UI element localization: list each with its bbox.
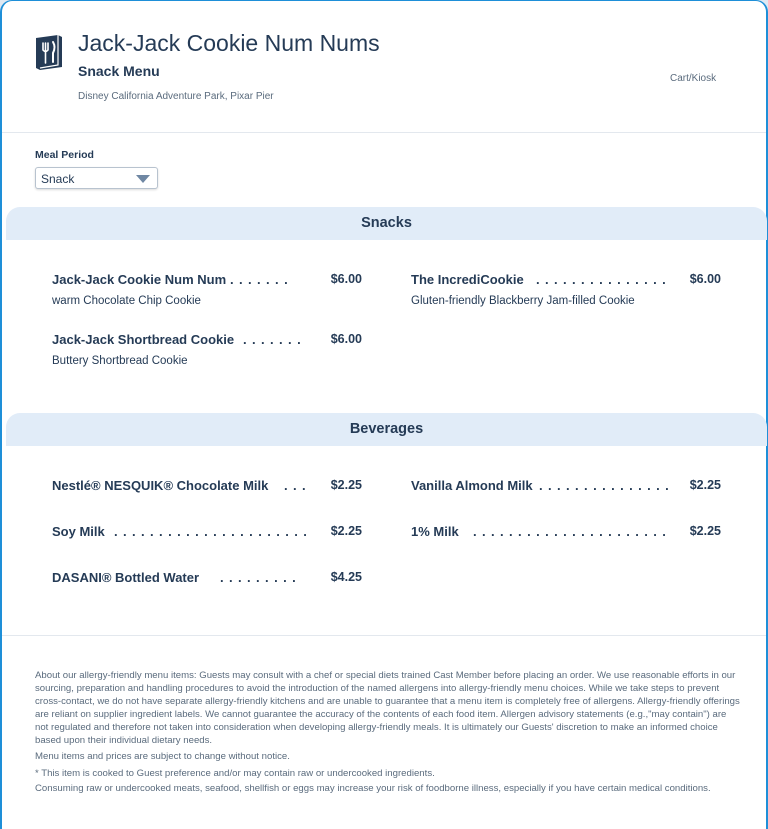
item-description: Buttery Shortbread Cookie — [52, 355, 188, 367]
item-leader-dots: ....... — [243, 332, 307, 347]
item-leader-dots: ... — [284, 478, 312, 493]
item-description: warm Chocolate Chip Cookie — [52, 295, 201, 307]
allergy-notice: About our allergy-friendly menu items: Guests may consult with a chef or special diets trained Cast Member before placing an order. We use reasonable efforts in our sourcing, preparation and handling procedures to avoid the introduction of the named allergens into allergy-friendly menu choices. While we take steps to prevent cross-contact, we do not have separate allergy-friendly kitchens and are unable to guarantee that a menu item is completely free of allergens. Allergy-friendly offerings are reliant on supplier ingredient labels. We cannot guarantee the accuracy of the contents of each food item. Allergen advisory statements (e.g.,"may contain") are not regulated and therefore not taken into consideration when developing allergy-friendly meals. It is ultimately our Guests' discretion to make an informed choice based upon their individual dietary needs. — [35, 670, 740, 746]
meal-period-select[interactable] — [35, 167, 158, 189]
item-name: The IncrediCookie — [411, 272, 524, 287]
item-leader-dots: ............... — [539, 478, 675, 493]
section-header-snacks: Snacks — [6, 207, 767, 240]
item-name: 1% Milk — [411, 524, 459, 539]
chevron-down-icon — [136, 175, 150, 183]
item-name: Soy Milk — [52, 524, 105, 539]
item-leader-dots: ....... — [230, 272, 294, 287]
price-notice: Menu items and prices are subject to change without notice. — [35, 751, 290, 762]
item-price: $4.25 — [330, 570, 362, 584]
menu-header — [2, 1, 766, 133]
item-price: $6.00 — [330, 272, 362, 286]
item-price: $2.25 — [330, 478, 362, 492]
item-name: Vanilla Almond Milk — [411, 478, 533, 493]
item-price: $2.25 — [689, 478, 721, 492]
item-leader-dots: ......... — [220, 570, 302, 585]
meal-period-value: Snack — [41, 172, 75, 186]
item-name: Jack-Jack Shortbread Cookie — [52, 332, 235, 347]
item-leader-dots: ...................... — [114, 524, 313, 539]
restaurant-title: Jack-Jack Cookie Num Nums — [78, 30, 380, 56]
cooked-notice: * This item is cooked to Guest preference and/or may contain raw or undercooked ingredients. — [35, 768, 435, 779]
item-name: DASANI® Bottled Water — [52, 570, 200, 585]
restaurant-location: Disney California Adventure Park, Pixar Pier — [78, 91, 274, 102]
item-price: $2.25 — [689, 524, 721, 538]
item-name: Jack-Jack Cookie Num Num — [52, 272, 227, 287]
section-header-beverages: Beverages — [6, 413, 767, 446]
item-description: Gluten-friendly Blackberry Jam-filled Cookie — [411, 295, 635, 307]
footer-divider — [2, 635, 766, 636]
item-name: Nestlé® NESQUIK® Chocolate Milk — [52, 478, 269, 493]
item-price: $6.00 — [330, 332, 362, 346]
foodborne-warning: Consuming raw or undercooked meats, seafood, shellfish or eggs may increase your risk of foodborne illness, especially if you have certain medical conditions. — [35, 783, 711, 794]
item-leader-dots: ...................... — [473, 524, 672, 539]
service-type: Cart/Kiosk — [670, 73, 717, 84]
item-price: $6.00 — [689, 272, 721, 286]
item-price: $2.25 — [330, 524, 362, 538]
menu-subtitle: Snack Menu — [78, 63, 160, 79]
meal-period-label: Meal Period — [35, 149, 94, 161]
item-leader-dots: ............... — [536, 272, 672, 287]
fork-knife-book-icon — [34, 33, 64, 71]
